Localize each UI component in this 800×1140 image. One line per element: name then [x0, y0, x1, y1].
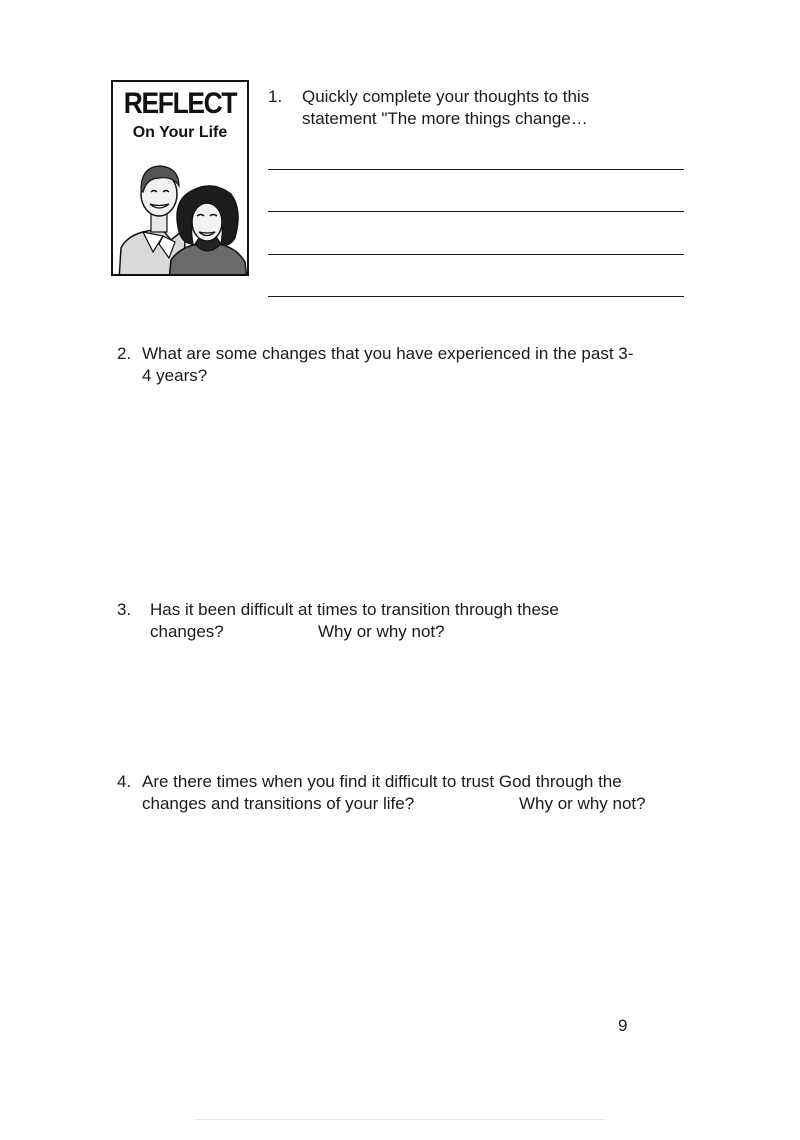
page-number: 9 — [618, 1016, 628, 1035]
question-2-line-2: 4 years? — [142, 366, 208, 385]
answer-line-3[interactable] — [268, 254, 684, 255]
answer-line-1[interactable] — [268, 169, 684, 170]
reflect-badge — [111, 80, 249, 276]
badge-subtitle: On Your Life — [132, 124, 228, 141]
question-1-line-1: Quickly complete your thoughts to this — [302, 87, 590, 106]
question-2-number: 2. — [117, 344, 132, 363]
question-4-number: 4. — [117, 772, 132, 791]
question-1-number: 1. — [268, 87, 283, 106]
answer-line-2[interactable] — [268, 211, 684, 212]
question-4-followup: Why or why not? — [519, 794, 646, 813]
badge-title: REFLECT — [123, 87, 237, 120]
question-3-followup: Why or why not? — [318, 622, 445, 641]
question-2-line-1: What are some changes that you have experienced in the past 3- — [142, 344, 634, 363]
question-4-line-2: changes and transitions of your life? — [142, 794, 415, 813]
footer-divider — [195, 1119, 605, 1120]
question-1-line-2: statement "The more things change… — [302, 109, 588, 128]
question-3-line-1: Has it been difficult at times to transition through these — [150, 600, 559, 619]
question-4-line-1: Are there times when you find it difficult to trust God through the — [142, 772, 622, 791]
question-3-line-2: changes? — [150, 622, 224, 641]
answer-line-4[interactable] — [268, 296, 684, 297]
man-and-woman-portrait-icon — [113, 140, 247, 274]
question-3-number: 3. — [117, 600, 132, 619]
